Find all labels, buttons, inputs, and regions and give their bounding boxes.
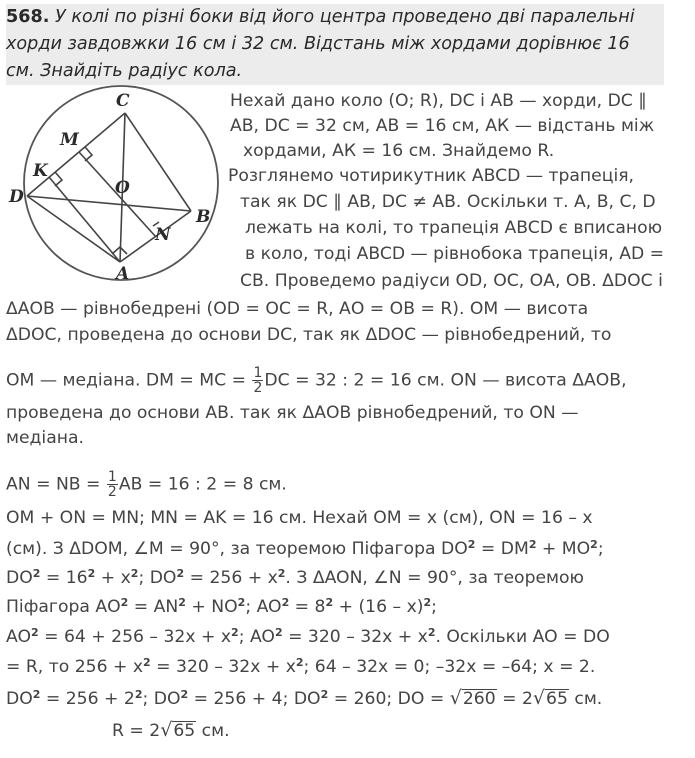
label-o: O — [115, 178, 130, 198]
solution-line-2: АВ, DC = 32 см, АВ = 16 см, АК — відстань між — [230, 116, 655, 136]
solution-line-18: Піфагора $АО^2 = AN^2 + NO^2$; $AO^2 = 8^2 + (16 - x)^2$; — [6, 596, 437, 617]
solution-line-13: медіана. — [6, 428, 84, 448]
sqrt-sign-2: √ — [532, 687, 546, 709]
solution-line-8: СВ. Проведемо радіуси OD, ОС, ОА, ОВ. ΔDOC і — [240, 271, 663, 291]
solution-line-9: ΔАОВ — рівнобедрені (OD = ОС = R, АО = ОВ = R). ОМ — висота — [6, 299, 589, 319]
solution-line-14: AN = NB = $\frac{1}{2}$ AB = 16 : 2 = 8 см. — [6, 469, 287, 500]
label-m: M — [60, 130, 79, 150]
problem-line-1: 568. У колі по різні боки від його центра проведено дві паралельні — [6, 7, 635, 27]
solution-line-3: хордами, АК = 16 см. Знайдемо R. — [243, 141, 555, 161]
problem-statement — [6, 4, 664, 85]
label-d: D — [9, 187, 24, 207]
sqrt-sign-3: √ — [160, 719, 173, 741]
label-b: B — [196, 207, 211, 227]
solution-line-10: ΔDOC, проведена до основи DC, так як ΔDOC — рівнобедрений, то — [6, 325, 612, 345]
label-n: N — [155, 225, 171, 245]
solution-line-7: в коло, тоді ABCD — рівнобока трапеція, AD = — [245, 244, 665, 264]
solution-line-11: ОМ — медіана. DM = МС = $\frac{1}{2}$ DC = 32 : 2 = 16 см. ON — висота ΔАОВ, — [6, 365, 627, 396]
side-cb — [125, 113, 191, 211]
label-k: K — [33, 161, 48, 181]
label-c: C — [116, 91, 130, 111]
solution-line-15: OM + ON = MN; MN = AK = 16 см. Нехай ОМ = х (см), ON = 16 – х — [6, 508, 593, 528]
right-angle-a — [112, 247, 127, 254]
solution-line-16: (см). З ΔDOM, ∠M = 90°, за теоремою Піфагора $DO^2 = DM^2 + MO^2$; — [6, 538, 604, 559]
solution-line-6: лежать на колі, то трапеція ABCD є вписаною — [245, 218, 663, 238]
label-a: A — [116, 264, 130, 282]
diag-db — [27, 196, 191, 211]
solution-line-4: Розглянемо чотирикутник ABCD — трапеція, — [228, 166, 635, 186]
solution-line-20: = R, то $256 + x^2 = 320 - 32x + x^2$; 64 – 32x = 0; –32x = –64; x = 2. — [6, 656, 596, 677]
solution-line-19: $AO^2 = 64 + 256 - 32x + x^2$; $AO^2 = 320 - 32x + x^2$. Оскільки AO = DO — [6, 626, 610, 647]
fraction-half-2: $\frac{1}{2}$ — [107, 469, 117, 500]
problem-line-3: см. Знайдіть радіус кола. — [6, 61, 243, 81]
answer-line: R = 2√65 см. — [112, 719, 230, 741]
fraction-half: $\frac{1}{2}$ — [253, 365, 263, 396]
solution-line-17: $DO^2 = 16^2 + x^2$; $DO^2 = 256 + x^2$. З ΔAON, ∠N = 90°, за теоремою — [6, 567, 585, 588]
geometry-figure — [0, 82, 225, 282]
solution-line-1: Нехай дано коло (О; R), DC і АВ — хорди, DC ∥ — [230, 91, 647, 111]
problem-number: 568. — [6, 7, 50, 27]
problem-line-2: хорди завдовжки 16 см і 32 см. Відстань між хордами дорівнює 16 — [6, 34, 630, 54]
chord-dc — [27, 113, 125, 196]
solution-line-21: $DO^2 = 256 + 2^2$; $DO^2 = 256 + 4$; $DO^2 = 260$; DO = √260 = 2√65 см. — [6, 687, 603, 709]
solution-line-12: проведена до основи АВ. так як ΔАОВ рівнобедрений, то ON — — [6, 403, 579, 423]
right-angle-k — [55, 172, 62, 186]
solution-line-5: так як DC ∥ АВ, DC ≠ АВ. Оскільки т. А, В, С, D — [240, 192, 656, 212]
sqrt-sign: √ — [449, 687, 462, 709]
